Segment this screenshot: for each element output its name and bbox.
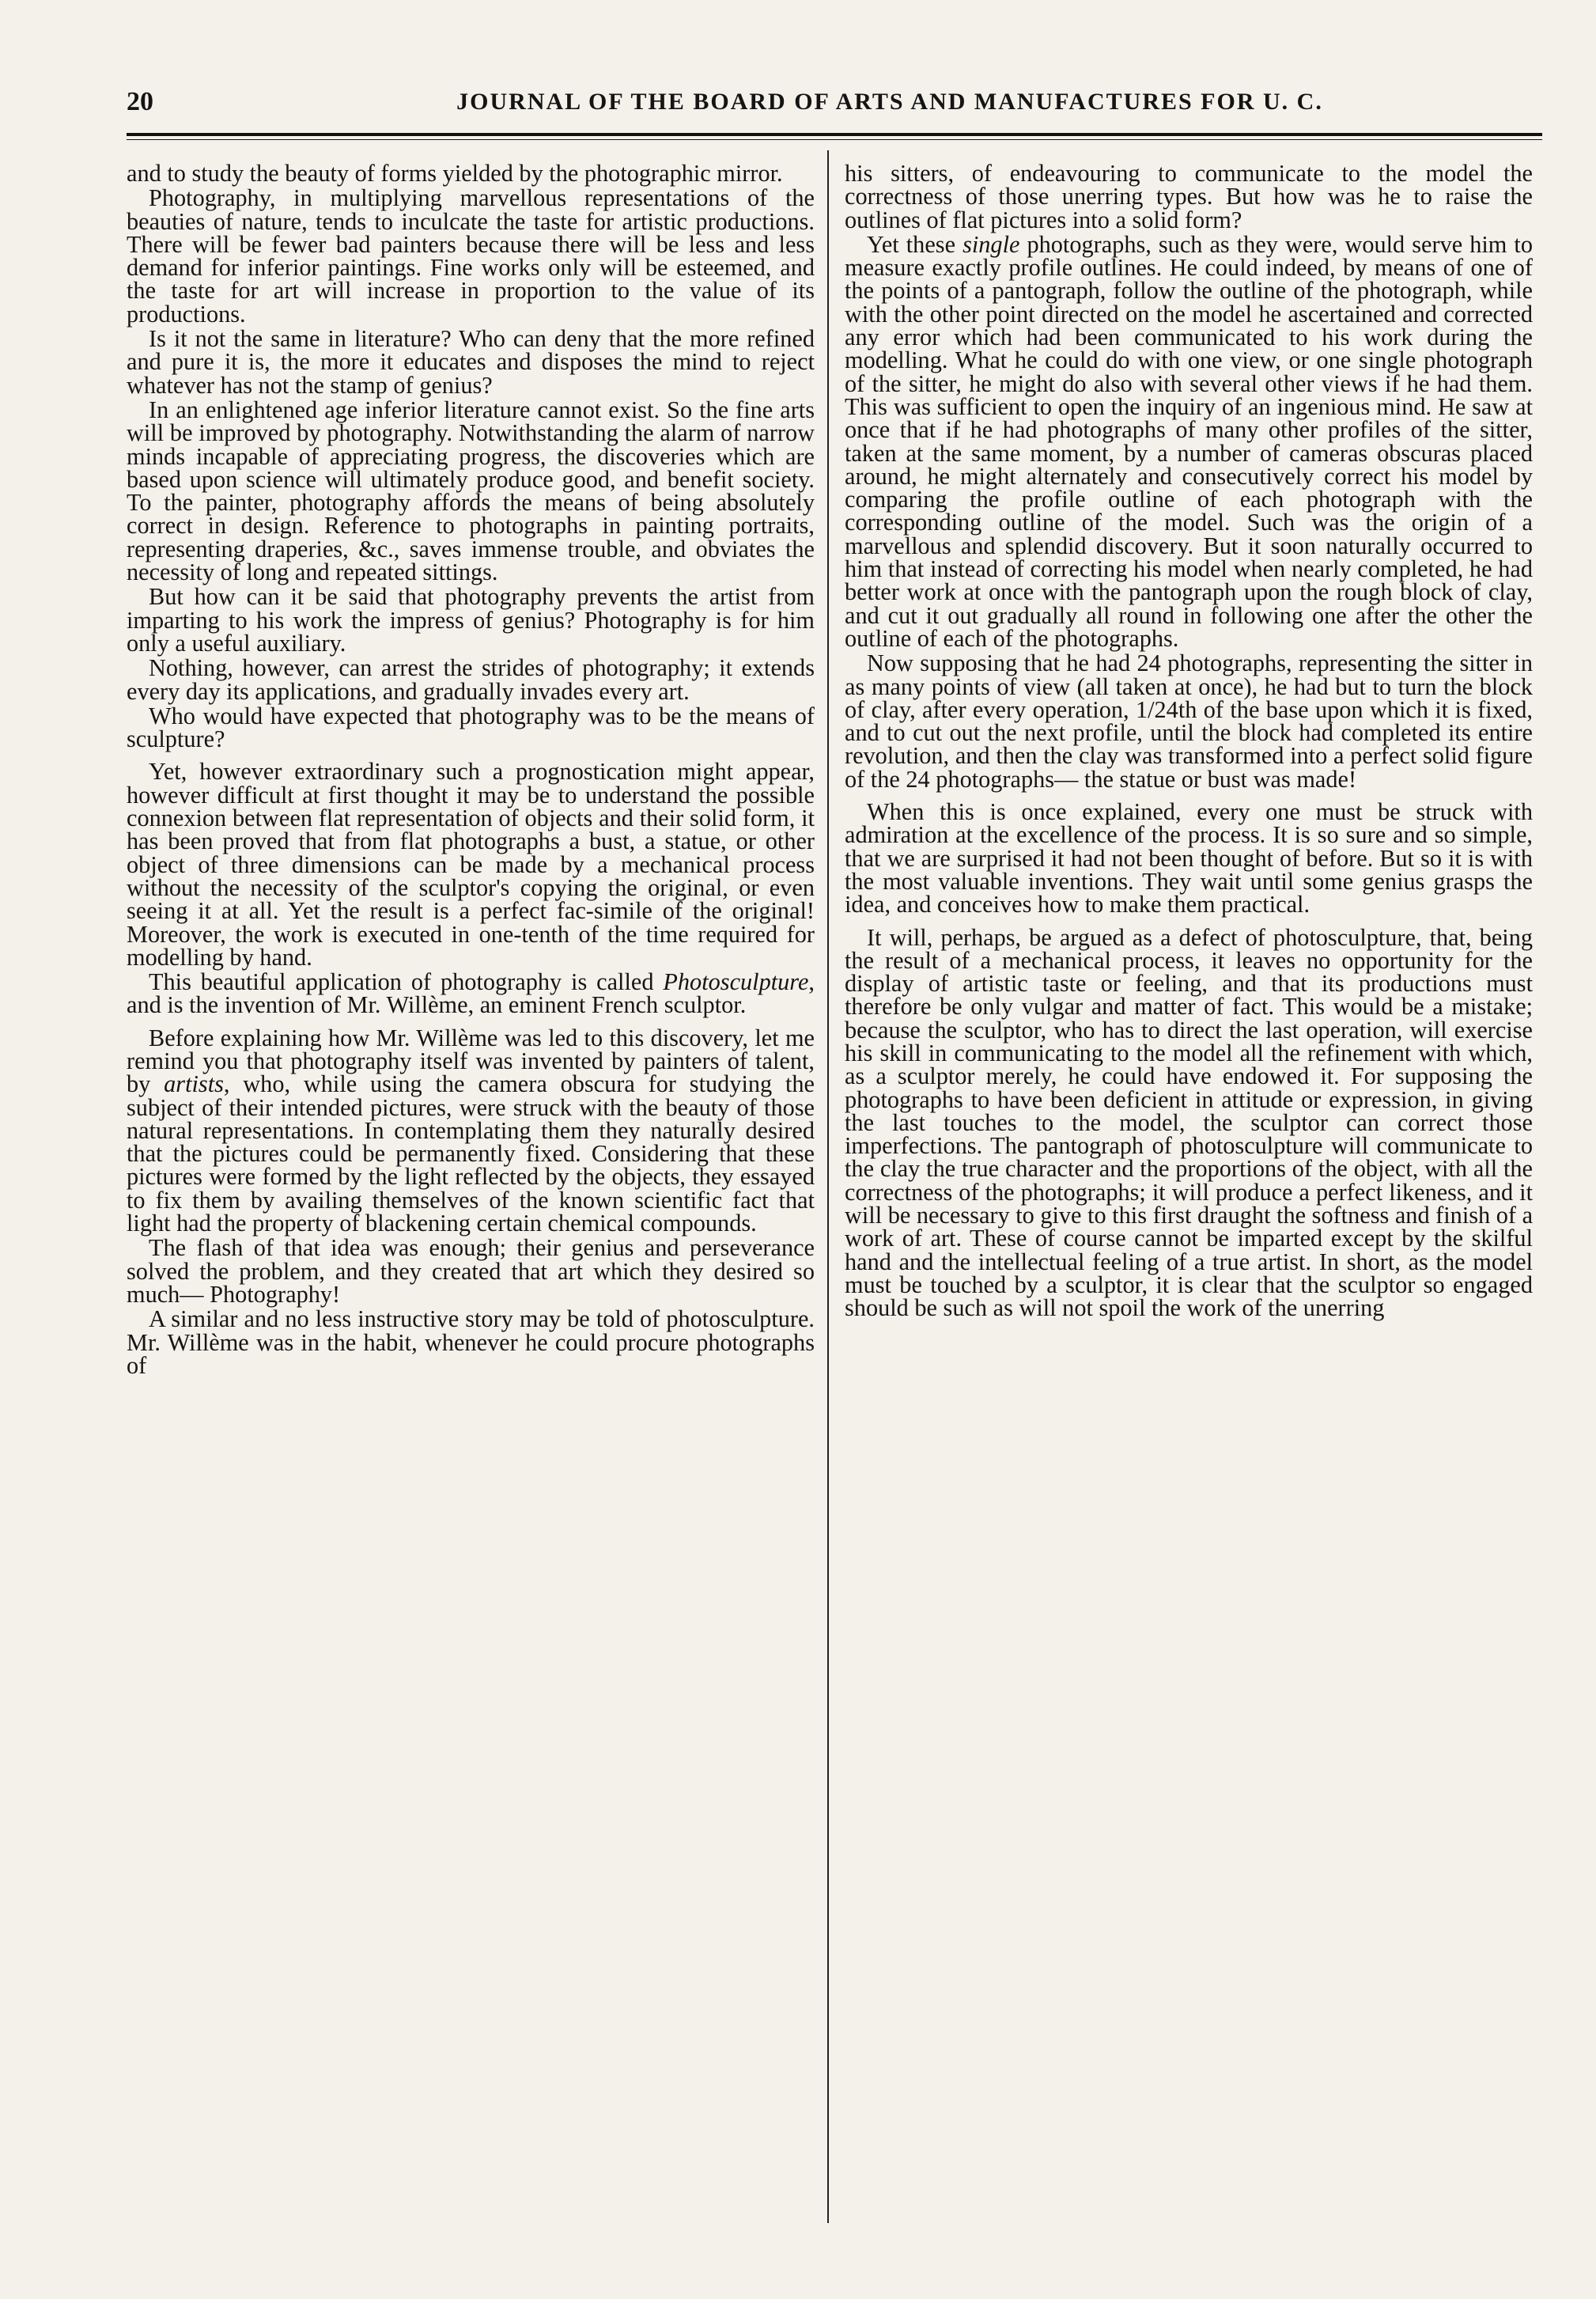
paragraph-text: photographs, such as they were, would serve him to measure exactly profile outlines. He could indeed, by means of one of the points of a pantograph, follow the outline of the photograph, while with the other point directed on the model he ascertained and corrected any error which had been communicated to his work during the modelling. What he could do with one view, or one single photograph of the sitter, he might do also with several other views if he had them. This was sufficient to open the inquiry of an ingenious mind. He saw at once that if he had photographs of many other profiles of the sitter, taken at the same moment, by a number of cameras obscuras placed around, he might alternately and consecutively correct his model by comparing the profile outline of each photograph with the corresponding outline of the model. Such was the origin of a marvellous and splendid discovery. But it soon naturally occurred to him that instead of correcting his model when nearly completed, he had better work at once with the pantograph upon the rough block of clay, and cut it out gradually all round in following one after the other the outline of each of the photographs. [845,230,1533,652]
emphasis-text: Photosculpture [663,968,809,996]
paragraph-text: Yet these [867,230,963,258]
paragraph: A similar and no less instructive story may be told of photosculpture. Mr. Willème was in the habit, whenever he could procure photographs of [127,1305,815,1379]
emphasis-text: artists [164,1070,224,1098]
column-divider [827,150,829,2223]
paragraph-text: , and is the invention of Mr. Willème, an eminent French sculptor. [127,968,815,1019]
paragraph: In an enlightened age inferior literature cannot exist. So the fine arts will be improved by photography. Notwithstanding the alarm of narrow minds incapable of appreciating progress, the discoveries which are based upon science will ultimately produce good, and benefit society. To the painter, photography affords the means of being absolutely correct in design. Reference to photographs in painting portraits, representing draperies, &c., saves immense trouble, and obviates the necessity of long and repeated sittings. [127,396,815,586]
header-rule-thick [127,133,1542,136]
paragraph: Photography, in multiplying marvellous representations of the beauties of nature, tends to inculcate the taste for artistic productions. There will be fewer bad painters because there will be less and less demand for inferior paintings. Fine works only will be esteemed, and the taste for art will increase in proportion to the value of its productions. [127,184,815,328]
left-column [127,162,815,2235]
paragraph: and to study the beauty of forms yielded by the photographic mirror. [127,162,783,187]
paragraph [845,230,1533,652]
paragraph: It will, perhaps, be argued as a defect of photosculpture, that, being the result of a mechanical process, it leaves no opportunity for the display of artistic taste or feeling, and that its productions must therefore be only vulgar and matter of fact. This would be a mistake; because the sculptor, who has to direct the last operation, will exercise his skill in communicating to the model all the refinement with which, as a sculptor merely, he could have endowed it. For supposing the photographs to have been deficient in attitude or expression, in giving the last touches to the model, the sculptor can correct those imperfections. The pantograph of photosculpture will communicate to the clay the true character and the proportions of the object, with all the correctness of the photographs; it will produce a perfect likeness, and it will be necessary to give to this first draught the softness and finish of a work of art. These of course cannot be imparted except by the skilful hand and the intellectual feeling of a true artist. In short, as the model must be touched by a sculptor, it is clear that the sculptor so engaged should be such as will not spoil the work of the unerring [845,923,1533,1322]
header-rule-thin [127,139,1542,140]
paragraph: When this is once explained, every one must be struck with admiration at the excellence of the process. It is so sure and so simple, that we are surprised it had not been thought of before. But so it is with the most valuable inventions. They wait until some genius grasps the idea, and conceives how to make them practical. [845,798,1533,918]
paragraph: Now supposing that he had 24 photographs, representing the sitter in as many points of view (all taken at once), he had but to turn the block of clay, after every operation, 1/24th of the base upon which it is fixed, and to cut out the next profile, until the block had completed its entire revolution, and then the clay was transformed into a perfect solid figure of the 24 photographs— the statue or bust was made! [845,650,1533,793]
paragraph: Yet, however extraordinary such a prognostication might appear, however difficult at first thought it may be to understand the possible connexion between flat representation of objects and their solid form, it has been proved that from flat photographs a bust, a statue, or other object of three dimensions can be made by a mechanical process without the necessity of the sculptor's copying the original, or even seeing it at all. Yet the result is a perfect fac-simile of the original! Moreover, the work is executed in one-tenth of the time required for modelling by hand. [127,758,815,971]
paragraph: Is it not the same in literature? Who can deny that the more refined and pure it is, the more it educates and disposes the mind to reject whatever has not the stamp of genius? [127,325,815,399]
paragraph: his sitters, of endeavouring to communicate to the model the correctness of those unerring types. But how was he to raise the outlines of flat pictures into a solid form? [845,162,1533,233]
paragraph: Nothing, however, can arrest the strides of photography; it extends every day its applications, and gradually invades every art. [127,654,815,705]
paragraph [127,968,815,1019]
page-header [127,87,1550,134]
paragraph-text: , who, while using the camera obscura for studying the subject of their intended pictures, were struck with the beauty of those natural representations. In contemplating them they naturally desired that the pictures could be permanently fixed. Considering that these pictures were formed by the light reflected by the objects, they essayed to fix them by availing themselves of the known scientific fact that light had the property of blackening certain chemical compounds. [127,1070,815,1237]
running-title: JOURNAL OF THE BOARD OF ARTS AND MANUFACTURES FOR U. C. [456,89,1323,115]
paragraph: But how can it be said that photography prevents the artist from imparting to his work the impress of genius? Photography is for him only a useful auxiliary. [127,583,815,657]
paragraph: The flash of that idea was enough; their genius and perseverance solved the problem, and they created that art which they desired so much— Photography! [127,1234,815,1308]
paragraph: Who would have expected that photography was to be the means of sculpture? [127,702,815,753]
paragraph-text: Before explaining how Mr. Willème was led to this discovery, let me remind you that photography itself was invented by painters of talent, by [127,1024,815,1098]
paragraph-text: This beautiful application of photography is called [149,968,664,996]
emphasis-text: single [963,230,1020,258]
paragraph [127,1024,815,1237]
page-number: 20 [127,87,153,116]
right-column [845,162,1533,2235]
